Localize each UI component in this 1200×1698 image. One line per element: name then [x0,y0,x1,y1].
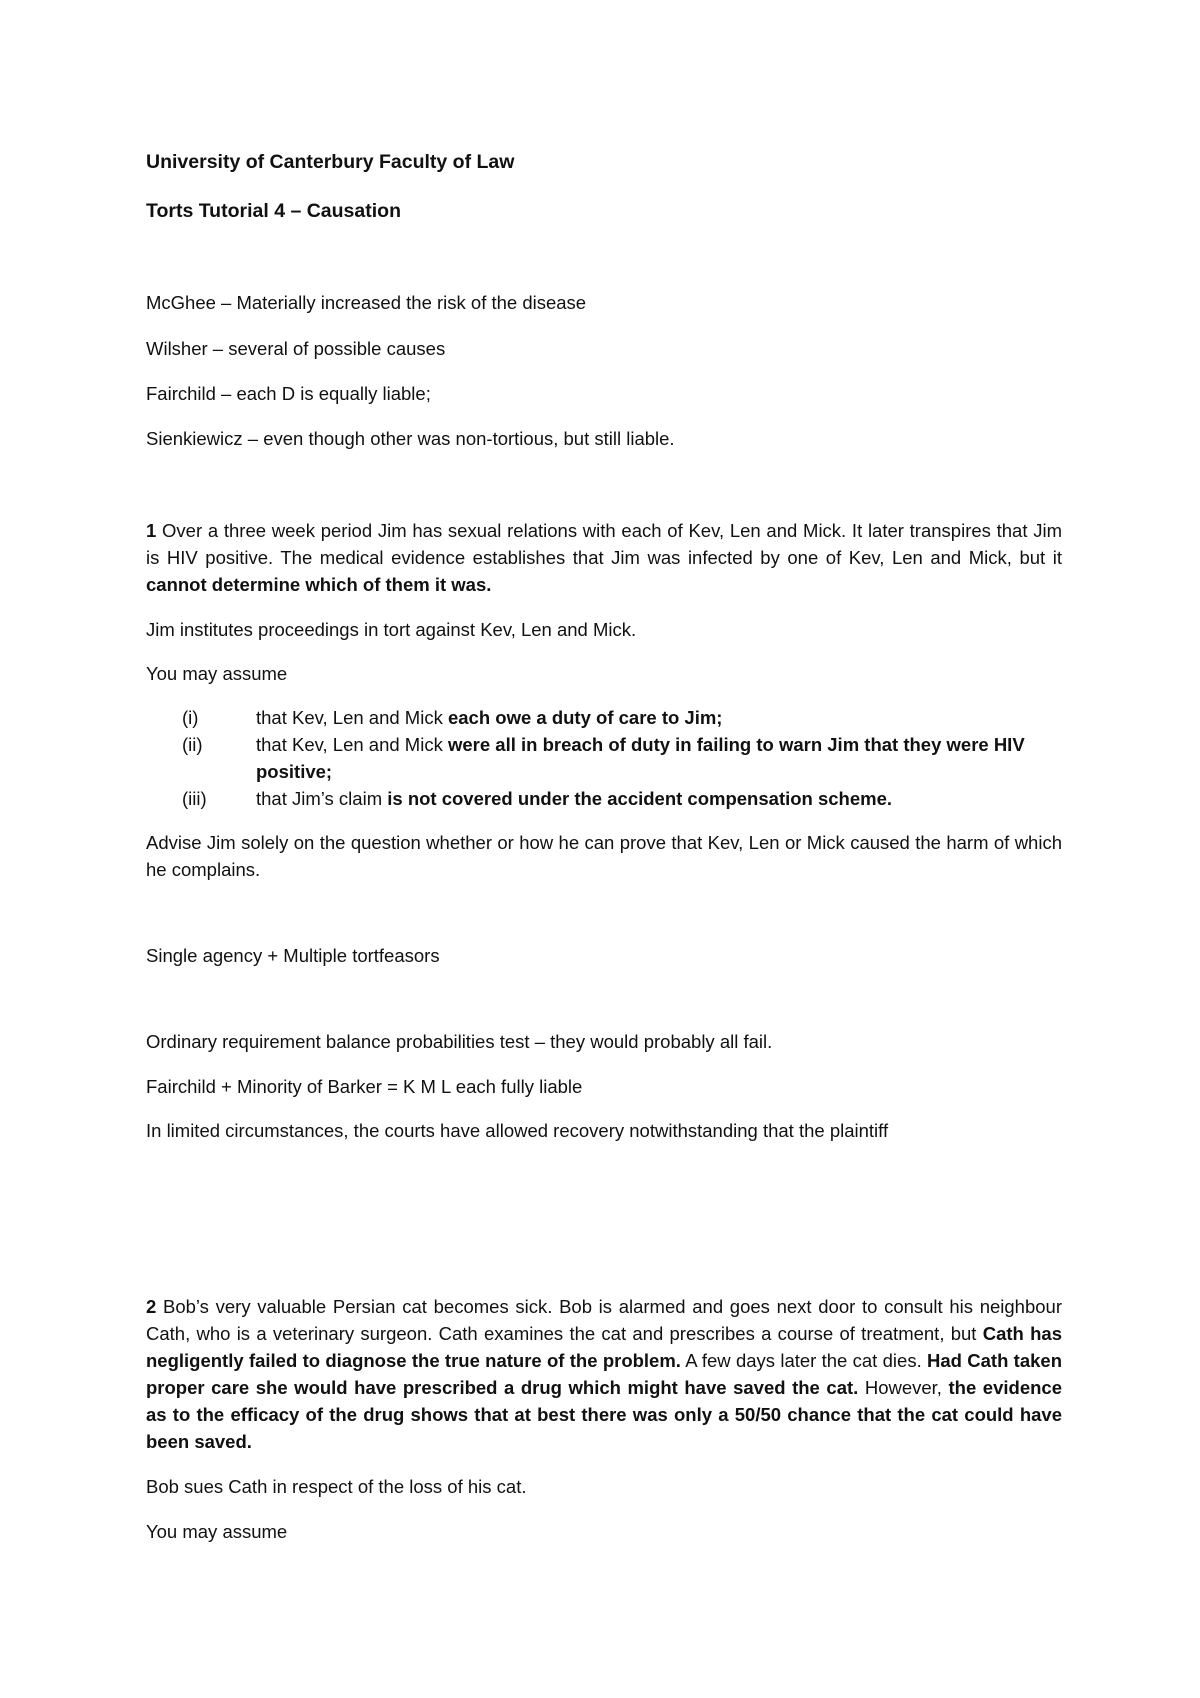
answer-note-fairchild-barker: Fairchild + Minority of Barker = K M L each fully liable [146,1076,583,1097]
answer-note-limited-circumstances: In limited circumstances, the courts have allowed recovery notwithstanding that the plaintiff [146,1120,889,1141]
note-sienkiewicz: Sienkiewicz – even though other was non-tortious, but still liable. [146,428,675,449]
assumption-text [256,731,1062,785]
question-2-text-d: However, [858,1377,949,1398]
question-2-sues: Bob sues Cath in respect of the loss of his cat. [146,1476,527,1497]
question-1-number: 1 [146,520,157,541]
assumption-text [256,785,1062,812]
question-1-bold-text: cannot determine which of them it was. [146,574,492,595]
assumption-plain: that Jim’s claim [256,788,388,809]
assumption-bold: were all in breach of duty in failing to warn Jim that they were HIV positive; [256,734,1025,782]
assumption-plain: that Kev, Len and Mick [256,707,448,728]
question-2-text-c: A few days later the cat dies. [680,1350,928,1371]
document-subtitle: Torts Tutorial 4 – Causation [146,200,401,222]
document-title: University of Canterbury Faculty of Law [146,151,515,173]
assumption-marker: (ii) [182,734,203,755]
note-fairchild: Fairchild – each D is equally liable; [146,383,431,404]
assumption-item [182,731,1062,785]
assumption-bold: each owe a duty of care to Jim; [447,707,723,728]
question-2-bold-2: Had Cath taken proper care she would have prescribed a drug which might have saved the cat. [146,1350,1063,1398]
question-1-assume: You may assume [146,663,288,684]
answer-note-ordinary-requirement: Ordinary requirement balance probabilities test – they would probably all fail. [146,1031,773,1052]
assumption-marker: (iii) [182,788,207,809]
assumption-marker: (i) [182,707,199,728]
question-1-advise: Advise Jim solely on the question whether or how he can prove that Kev, Len or Mick caused the harm of which he complains. [146,832,1062,880]
question-2-number: 2 [146,1296,157,1317]
note-wilsher: Wilsher – several of possible causes [146,338,446,359]
assumption-text [256,704,1062,731]
assumption-plain: that Kev, Len and Mick [256,734,448,755]
question-1-paragraph [146,517,1062,598]
question-2-bold-3: the evidence as to the efficacy of the drug shows that at best there was only a 50/50 chance that the cat could have been saved. [146,1377,1062,1452]
question-1-text: Over a three week period Jim has sexual relations with each of Kev, Len and Mick. It later transpires that Jim is HIV positive. The medical evidence establishes that Jim was infected by one of Kev, Len and Mick, but it [146,520,1062,568]
question-2-assume: You may assume [146,1521,288,1542]
assumption-item [182,704,1062,731]
assumption-item [182,785,1062,812]
assumption-bold: is not covered under the accident compensation scheme. [387,788,893,809]
question-2-text-a: Bob’s very valuable Persian cat becomes sick. Bob is alarmed and goes next door to consult his neighbour Cath, who is a veterinary surgeon. Cath examines the cat and prescribes a course of treatment, but [146,1296,1063,1344]
note-mcghee: McGhee – Materially increased the risk of the disease [146,292,587,313]
question-2-bold-1: Cath has negligently failed to diagnose the true nature of the problem. [146,1323,1062,1371]
question-2-paragraph [146,1293,1062,1455]
answer-note-single-agency: Single agency + Multiple tortfeasors [146,945,440,966]
question-1-proceedings: Jim institutes proceedings in tort against Kev, Len and Mick. [146,619,637,640]
